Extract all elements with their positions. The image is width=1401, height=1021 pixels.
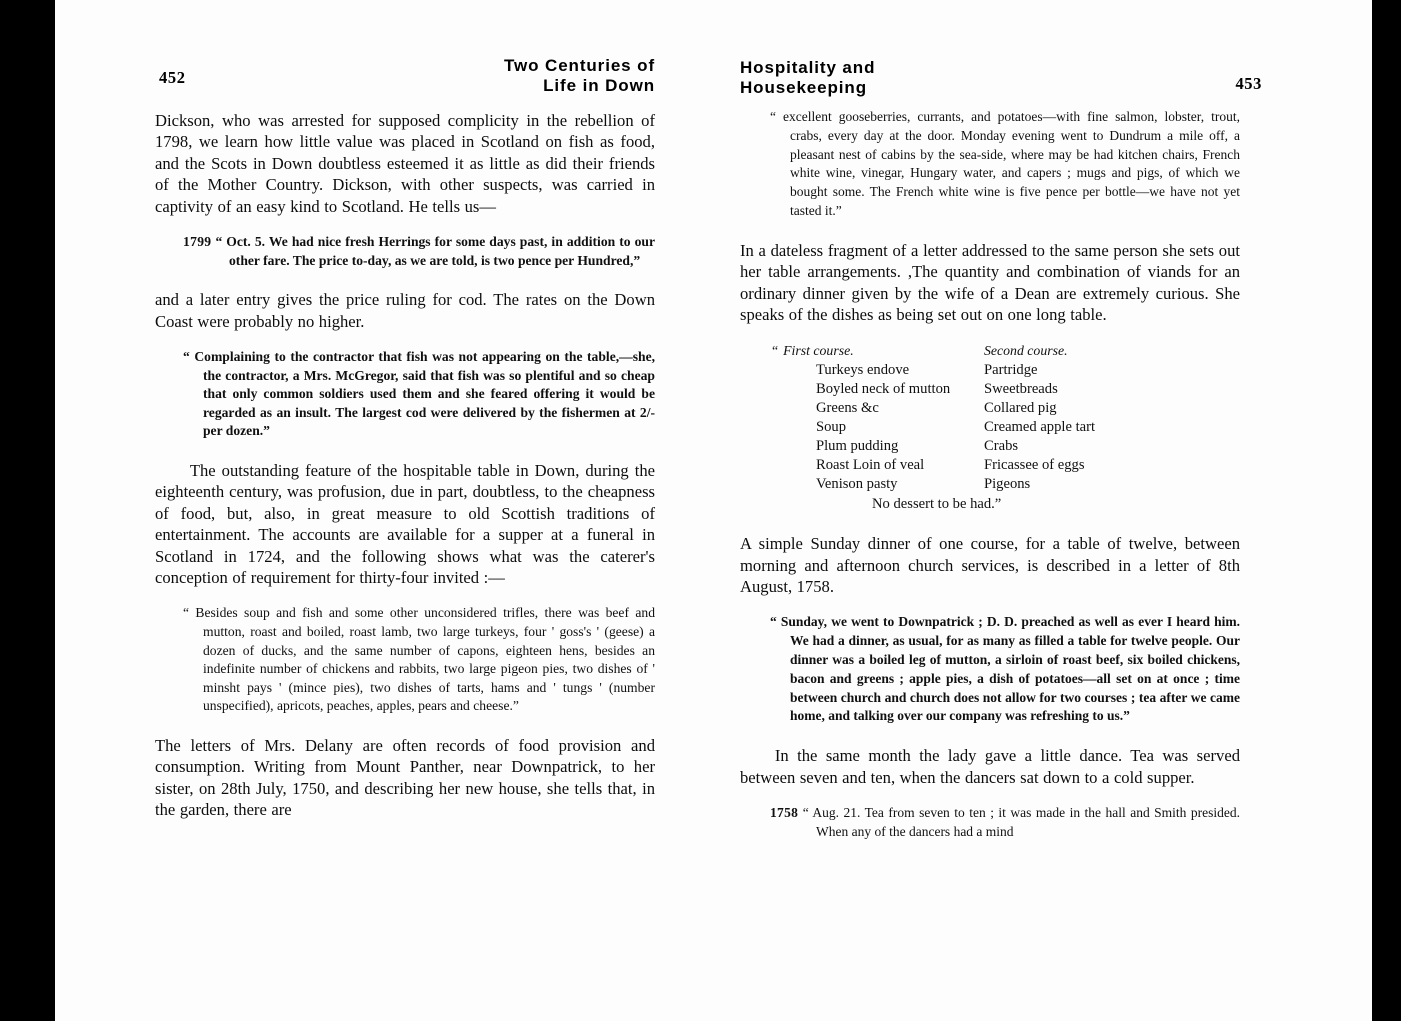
left-page-folio: 452	[159, 68, 186, 87]
bill-of-fare-second-heading: Second course.	[984, 343, 1068, 359]
left-running-head-line-2: Life in Down	[543, 75, 655, 95]
paragraph-hospitable-table: The outstanding feature of the hospitable table in Down, during the eighteenth century, was profusion, due in part, doubtless, to the cheapness of food, but, also, in great measure to old Scottish traditions of entertainment. The accounts are available for a supper at a funeral in Scotland in 1724, and the following shows what was the caterer's conception of requirement for thirty-four invited :—	[155, 461, 655, 588]
extract-sunday-dinner-text: “ Sunday, we went to Downpatrick ; D. D. preached as well as ever I heard him. We had a dinner, as usual, for as many as filled a table for twelve people. Our dinner was a boiled leg of mutton, a sirloin of roast beef, six boiled chickens, bacon and greens ; apple pies, a dish of potatoes—all set on at once ; time between church and church does not allow for two courses ; tea after we came home, and talking over our company was refreshing to us.”	[770, 614, 1240, 724]
bill-of-fare-first-item: Plum pudding	[816, 437, 899, 454]
bill-of-fare-second-item: Sweetbreads	[984, 380, 1058, 397]
bill-of-fare-open-quote: “	[772, 343, 779, 359]
bill-of-fare-first-heading: First course.	[783, 343, 854, 359]
left-running-head-line-1: Two Centuries of	[503, 56, 655, 75]
right-column-body	[740, 108, 1240, 842]
bill-of-fare-second-item: Partridge	[984, 361, 1038, 378]
bill-of-fare-second-item: Pigeons	[984, 476, 1031, 493]
extract-gooseberries	[740, 108, 1240, 221]
right-page-folio: 453	[1235, 74, 1262, 93]
extract-herrings-year: 1799	[183, 234, 212, 250]
scanned-page-surface	[55, 0, 1372, 1021]
bill-of-fare-first-item: Venison pasty	[816, 476, 898, 493]
bill-of-fare-second-item: Creamed apple tart	[984, 418, 1096, 435]
bill-of-fare-headings	[772, 341, 1240, 360]
bill-of-fare-second-item: Crabs	[984, 437, 1019, 454]
paragraph-dateless-fragment: In a dateless fragment of a letter addressed to the same person she sets out her table arrangements. ,The quantity and combination of viands for an ordinary dinner given by the wife of a Dean are extremely curious. She speaks of the dishes as being set out on one long table.	[740, 240, 1240, 324]
bill-of-fare-first-item: Greens &c	[816, 399, 879, 416]
bill-of-fare	[740, 341, 1240, 514]
left-running-head	[155, 0, 655, 95]
table-row	[772, 418, 1240, 437]
bill-of-fare-rows	[772, 361, 1240, 495]
extract-herrings-1799	[155, 233, 655, 270]
left-column-body	[155, 110, 655, 821]
bill-of-fare-first-item: Turkeys endove	[816, 361, 910, 378]
table-row	[772, 399, 1240, 418]
extract-herrings-text: “ Oct. 5. We had nice fresh Herrings for some days past, in addition to our other fare. The price to-day, as we are told, is two pence per Hundred,”	[215, 234, 655, 268]
right-page	[740, 0, 1262, 1021]
bill-of-fare-second-item: Collared pig	[984, 399, 1057, 416]
extract-funeral-supper-text: “ Besides soup and fish and some other unconsidered trifles, there was beef and mutton, roast and boiled, roast lamb, two large turkeys, four ' goss's ' (geese) a dozen of ducks, and the same number of capons, eighteen hens, besides an indefinite number of chickens and rabbits, two large pigeon pies, two dishes of ' minsht pays ' (mince pies), two dishes of tarts, hams and ' tungs ' (number unspecified), apricots, peaches, apples, pears and cheese.”	[183, 605, 655, 714]
bill-of-fare-second-item: Fricassee of eggs	[984, 456, 1085, 473]
left-running-head-title	[504, 56, 655, 95]
table-row	[772, 361, 1240, 380]
extract-gooseberries-text: “ excellent gooseberries, currants, and potatoes—with fine salmon, lobster, trout, crabs, every day at the door. Monday evening went to Dundrum a mile off, a pleasant nest of cabins by the sea-side, where may be had kitchen chairs, French white wine, vinegar, Hungary water, and capers ; mugs and pigs, of which we bought some. The French white wine is five pence per bottle—we have not yet tasted it.”	[770, 109, 1240, 218]
table-row	[772, 380, 1240, 399]
paragraph-mrs-delany: The letters of Mrs. Delany are often records of food provision and consumption. Writing from Mount Panther, near Downpatrick, to her sister, on 28th July, 1750, and describing her new house, she tells that, in the garden, there are	[155, 736, 655, 820]
left-page	[155, 0, 655, 1021]
extract-tea-text: “ Aug. 21. Tea from seven to ten ; it was made in the hall and Smith presided. When any of the dancers had a mind	[802, 805, 1241, 839]
right-running-head	[740, 0, 1262, 97]
right-running-head-title	[740, 58, 875, 97]
paragraph-simple-sunday-dinner: A simple Sunday dinner of one course, for a table of twelve, between morning and afternoon church services, is described in a letter of 8th August, 1758.	[740, 534, 1240, 597]
extract-contractor-text: “ Complaining to the contractor that fish was not appearing on the table,—she, the contractor, a Mrs. McGregor, said that fish was so plentiful and so cheap that only common soldiers used them and she feared offering it would be regarded as an insult. The largest cod were delivered by the fishermen at 2/- per dozen.”	[183, 349, 655, 439]
book-spread	[55, 0, 1372, 1021]
extract-sunday-dinner	[740, 613, 1240, 726]
bill-of-fare-first-item: Boyled neck of mutton	[816, 380, 951, 397]
bill-of-fare-first-item: Roast Loin of veal	[816, 456, 925, 473]
extract-tea-year: 1758	[770, 805, 799, 821]
right-running-head-line-2: Housekeeping	[740, 77, 867, 97]
extract-tea-1758	[740, 804, 1240, 842]
paragraph-dickson: Dickson, who was arrested for supposed complicity in the rebellion of 1798, we learn how little value was placed in Scotland on fish as food, and the Scots in Down doubtless esteemed it as little as did their friends of the Mother Country. Dickson, with other suspects, was carried in captivity of an easy kind to Scotland. He tells us—	[155, 111, 655, 216]
paragraph-cod-prices: and a later entry gives the price ruling for cod. The rates on the Down Coast were probably no higher.	[155, 290, 655, 331]
table-row	[772, 475, 1240, 494]
extract-funeral-supper	[155, 604, 655, 716]
table-row	[772, 456, 1240, 475]
table-row	[772, 437, 1240, 456]
bill-of-fare-first-item: Soup	[816, 418, 847, 435]
paragraph-little-dance: In the same month the lady gave a little dance. Tea was served between seven and ten, when the dancers sat down to a cold supper.	[740, 746, 1240, 787]
bill-of-fare-first-heading-cell	[772, 341, 984, 360]
bill-of-fare-footer: No dessert to be had.”	[872, 496, 1002, 513]
extract-contractor	[155, 348, 655, 441]
right-running-head-line-1: Hospitality and	[740, 58, 876, 77]
